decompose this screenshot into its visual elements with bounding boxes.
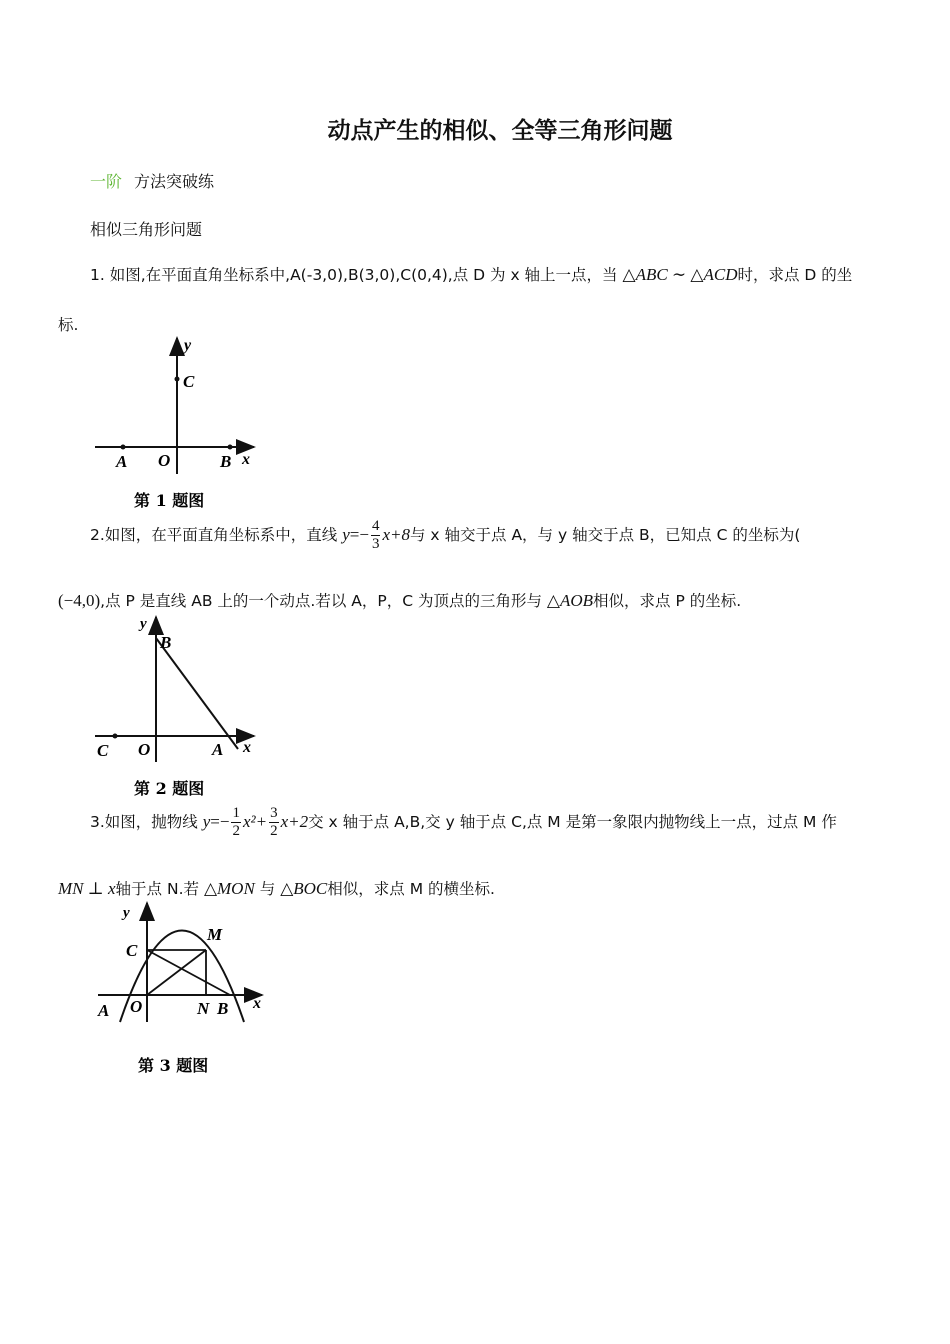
q2-text-a: 2.如图，在平面直角坐标系中，直线 [90,526,338,544]
q3-frac1-num: 1 [232,805,240,821]
figure-2-caption: 第 2 题图 [134,779,205,798]
q3-text-e: 相似，求点 M 的横坐标. [327,880,495,898]
q3-math-mon: △MON [203,879,255,898]
point-c [113,734,118,739]
label-a: A [212,740,224,759]
q3-text-c: 轴于点 N.若 [115,880,199,898]
q3-frac2-den: 2 [270,823,278,839]
label-o: O [138,740,151,759]
q3-eq-x2: x²+ [242,812,268,831]
q2-text-d: 相似，求点 P 的坐标. [593,592,742,610]
question-1-line-2: 标. [58,316,79,334]
q3-eq-equals: =− [210,812,230,831]
q2-coord-c: (−4,0) [58,591,101,610]
label-x: x [242,451,250,468]
label-o: O [130,997,143,1016]
label-y: y [140,616,147,632]
label-o: O [158,451,171,470]
subsection-heading: 相似三角形问题 [90,220,203,239]
question-2-line-1 [90,518,800,553]
q1-text-a: 1. 如图,在平面直角坐标系中,A(-3,0),B(3,0),C(0,4),点 D 为 x 轴上一点，当 [90,266,618,284]
page-title: 动点产生的相似、全等三角形问题 [327,118,673,144]
figure-2 [90,612,270,804]
line-ab [156,638,238,749]
label-y: y [123,905,130,921]
point-c [175,377,180,382]
q2-eq-equals: =− [349,525,369,544]
label-y: y [184,337,192,354]
q2-text-c: ,点 P 是直线 AB 上的一个动点.若以 A，P，C 为顶点的三角形与 [100,592,542,610]
label-x: x [253,995,261,1012]
question-3-line-1 [90,805,837,840]
q2-frac-num: 4 [371,518,380,534]
label-n: N [197,999,210,1018]
figure-1 [90,334,270,514]
q3-math-mn: MN ⊥ x [58,879,116,898]
q3-text-d: 与 [259,880,276,898]
label-c: C [97,741,109,760]
question-1-line-1 [90,263,852,285]
q2-eq-y: y [342,525,350,544]
q3-math-boc: △BOC [280,879,328,898]
q2-math-aob: △AOB [546,591,594,610]
label-a: A [98,1001,110,1020]
label-c: C [183,372,195,391]
q1-math-similar: △ABC ∼ △ACD [622,265,738,284]
segment-om [147,950,206,995]
label-x: x [243,739,251,756]
section-heading [90,169,214,192]
section-name: 方法突破练 [134,172,215,191]
q3-eq-tail: x+2 [280,812,309,831]
question-3-line-2 [58,877,495,899]
figure-1-caption: 第 1 题图 [134,491,205,510]
q2-eq-fraction [371,518,381,553]
q3-frac2-num: 3 [270,805,278,821]
label-b: B [217,999,229,1018]
q3-eq-y: y [202,812,211,831]
label-m: M [207,925,223,944]
figure-3 [90,900,270,1082]
q3-eq-fraction-2 [269,805,279,840]
segment-cb [147,950,230,995]
label-c: C [126,941,138,960]
label-b: B [220,452,232,471]
label-a: A [116,452,128,471]
q2-eq-tail: x+8 [382,525,410,544]
q1-text-b: 时，求点 D 的坐 [737,266,853,284]
section-level: 一阶 [90,172,123,191]
q3-eq-fraction-1 [231,805,241,840]
q2-frac-den: 3 [371,536,380,552]
q3-text-a: 3.如图，抛物线 [90,813,198,831]
q3-text-b: 交 x 轴于点 A,B,交 y 轴于点 C,点 M 是第一象限内抛物线上一点，过点 M 作 [308,813,837,831]
question-2-line-2 [58,589,741,611]
figure-3-caption: 第 3 题图 [138,1056,209,1075]
label-b: B [160,633,172,652]
q3-frac1-den: 2 [232,823,240,839]
point-b [228,445,233,450]
q2-text-b: 与 x 轴交于点 A，与 y 轴交于点 B，已知点 C 的坐标为( [410,526,801,544]
point-a [121,445,126,450]
